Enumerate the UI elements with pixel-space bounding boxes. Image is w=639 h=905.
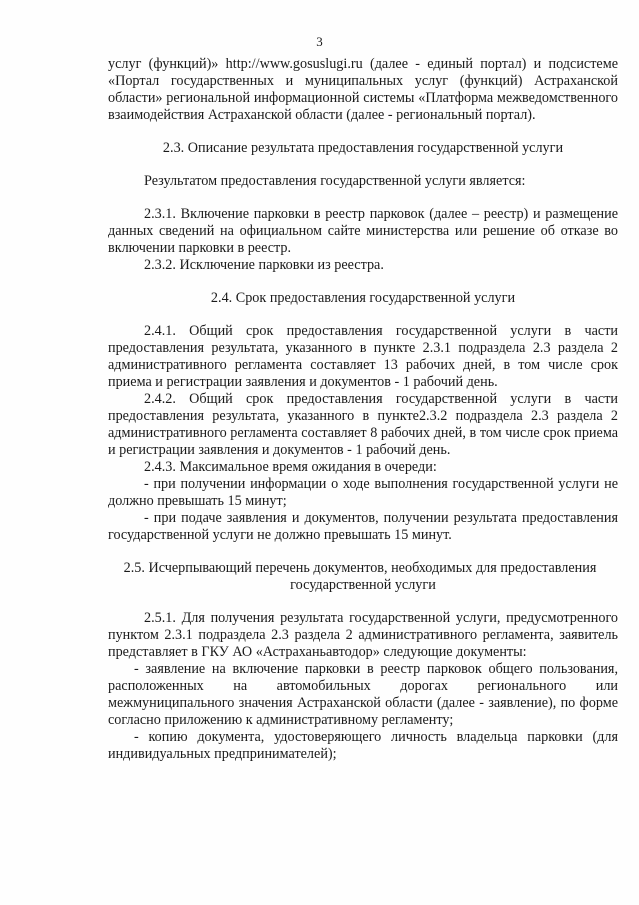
document-body — [108, 56, 618, 763]
section-2-3-heading: 2.3. Описание результата предоставления государственной услуги — [162, 140, 564, 156]
paragraph-2-3-1: 2.3.1. Включение парковки в реестр парковок (далее – реестр) и размещение данных сведений на официальном сайте министерства или решение об отказе во включении парковки в реестр. — [108, 206, 618, 256]
paragraph-2-5-1-item-2: - копию документа, удостоверяющего личность владельца парковки (для индивидуальных предпринимателей); — [108, 729, 618, 762]
paragraph-2-4-1: 2.4.1. Общий срок предоставления государственной услуги в части предоставления результата, указанного в пункте 2.3.1 подраздела 2.3 раздела 2 административного регламента составляет 13 рабочих дней, в том числе срок приема и регистрации заявления и документов - 1 рабочий день. — [108, 323, 618, 390]
section-2-5-heading-line-2: государственной услуги — [290, 577, 436, 593]
page-number: 3 — [316, 34, 323, 49]
section-2-4-heading: 2.4. Срок предоставления государственной услуги — [210, 290, 516, 306]
paragraph-2-5-1-item-1: - заявление на включение парковки в реестр парковок общего пользования, расположенных на автомобильных дорогах регионального или межмуниципального значения Астраханской области (далее - заявление), по форме согласно приложению к административному регламенту; — [108, 661, 618, 728]
paragraph-2-4-3-item-2: - при подаче заявления и документов, получении результата предоставления государственной услуги не должно превышать 15 минут. — [108, 510, 618, 543]
paragraph-2-5-1: 2.5.1. Для получения результата государственной услуги, предусмотренного пунктом 2.3.1 подраздела 2.3 раздела 2 административного регламента, заявитель представляет в ГКУ АО «Астраханьавтодор» следующие документы: — [108, 610, 618, 660]
section-2-3-lead: Результатом предоставления государственной услуги является: — [144, 173, 526, 189]
paragraph-2-4-2: 2.4.2. Общий срок предоставления государственной услуги в части предоставления результата, указанного в пункте2.3.2 подраздела 2.3 раздела 2 административного регламента составляет 8 рабочих дней, в том числе срок приема и регистрации заявления и документов - 1 рабочий день. — [108, 391, 618, 458]
paragraph-2-4-3-item-1: - при получении информации о ходе выполнения государственной услуги не должно превышать 15 минут; — [108, 476, 618, 509]
section-2-5-heading-line-1: 2.5. Исчерпывающий перечень документов, необходимых для предоставления — [123, 560, 597, 576]
paragraph-2-4-3: 2.4.3. Максимальное время ожидания в очереди: — [144, 459, 437, 475]
intro-paragraph: услуг (функций)» http://www.gosuslugi.ru (далее - единый портал) и подсистеме «Портал государственных и муниципальных услуг (функций) Астраханской области» региональной информационной системы «Платформа межведомственного взаимодействия Астраханской области (далее - региональный портал). — [108, 56, 618, 123]
paragraph-2-3-2: 2.3.2. Исключение парковки из реестра. — [144, 257, 384, 273]
